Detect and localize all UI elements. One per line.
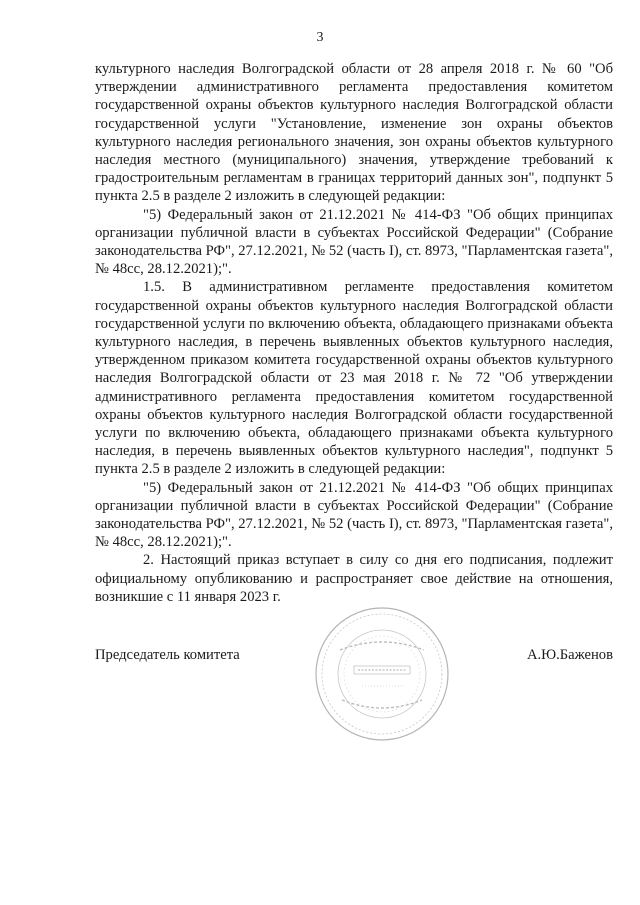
signatory-name: А.Ю.Баженов: [526, 647, 613, 663]
page-number: 3: [316, 30, 324, 45]
paragraph-3: 1.5. В административном регламенте предоставления комитетом государственной охраны объектов культурного наследия Волгоградской области государственной услуги по включению объекта, обладающего признаками объекта культурного наследия, в перечень выявленных объектов культурного наследия, утвержденном приказом комитета государственной охраны объектов культурного наследия Волгоградской области от 23 мая 2018 г. № 72 "Об утверждении административного регламента предоставления комитетом государственной охраны объектов культурного наследия Волгоградской области государственной услуги по включению объекта, обладающего признаками объекта культурного наследия, в перечень выявленных объектов культурного наследия", подпункт 5 пункта 2.5 в разделе 2 изложить в следующей редакции:: [95, 279, 613, 478]
paragraph-1: культурного наследия Волгоградской области от 28 апреля 2018 г. № 60 "Об утверждении административного регламента предоставления комитетом государственной охраны объектов культурного наследия Волгоградской области государственной услуги "Установление, изменение зон охраны объектов культурного наследия регионального значения, зон охраны объектов культурного наследия местного (муниципального) значения, утверждение требований к градостроительным регламентам в границах территорий данных зон", подпункт 5 пункта 2.5 в разделе 2 изложить в следующей редакции:: [95, 61, 613, 205]
paragraph-4: "5) Федеральный закон от 21.12.2021 № 414-ФЗ "Об общих принципах организации публичной власти в субъектах Российской Федерации" (Собрание законодательства РФ", 27.12.2021, № 52 (часть I), ст. 8973, "Парламентская газета", № 48сс, 28.12.2021);".: [95, 479, 613, 551]
signatory-title: Председатель комитета: [95, 647, 240, 663]
paragraph-5: 2. Настоящий приказ вступает в силу со дня его подписания, подлежит официальному опубликованию и распространяет свое действие на отношения, возникшие с 11 января 2023 г.: [95, 552, 613, 605]
paragraph-2: "5) Федеральный закон от 21.12.2021 № 414-ФЗ "Об общих принципах организации публичной власти в субъектах Российской Федерации" (Собрание законодательства РФ", 27.12.2021, № 52 (часть I), ст. 8973, "Парламентская газета", № 48сс, 28.12.2021);".: [95, 206, 613, 278]
official-seal-stamp-icon: [312, 604, 452, 744]
document-body: [95, 60, 613, 606]
